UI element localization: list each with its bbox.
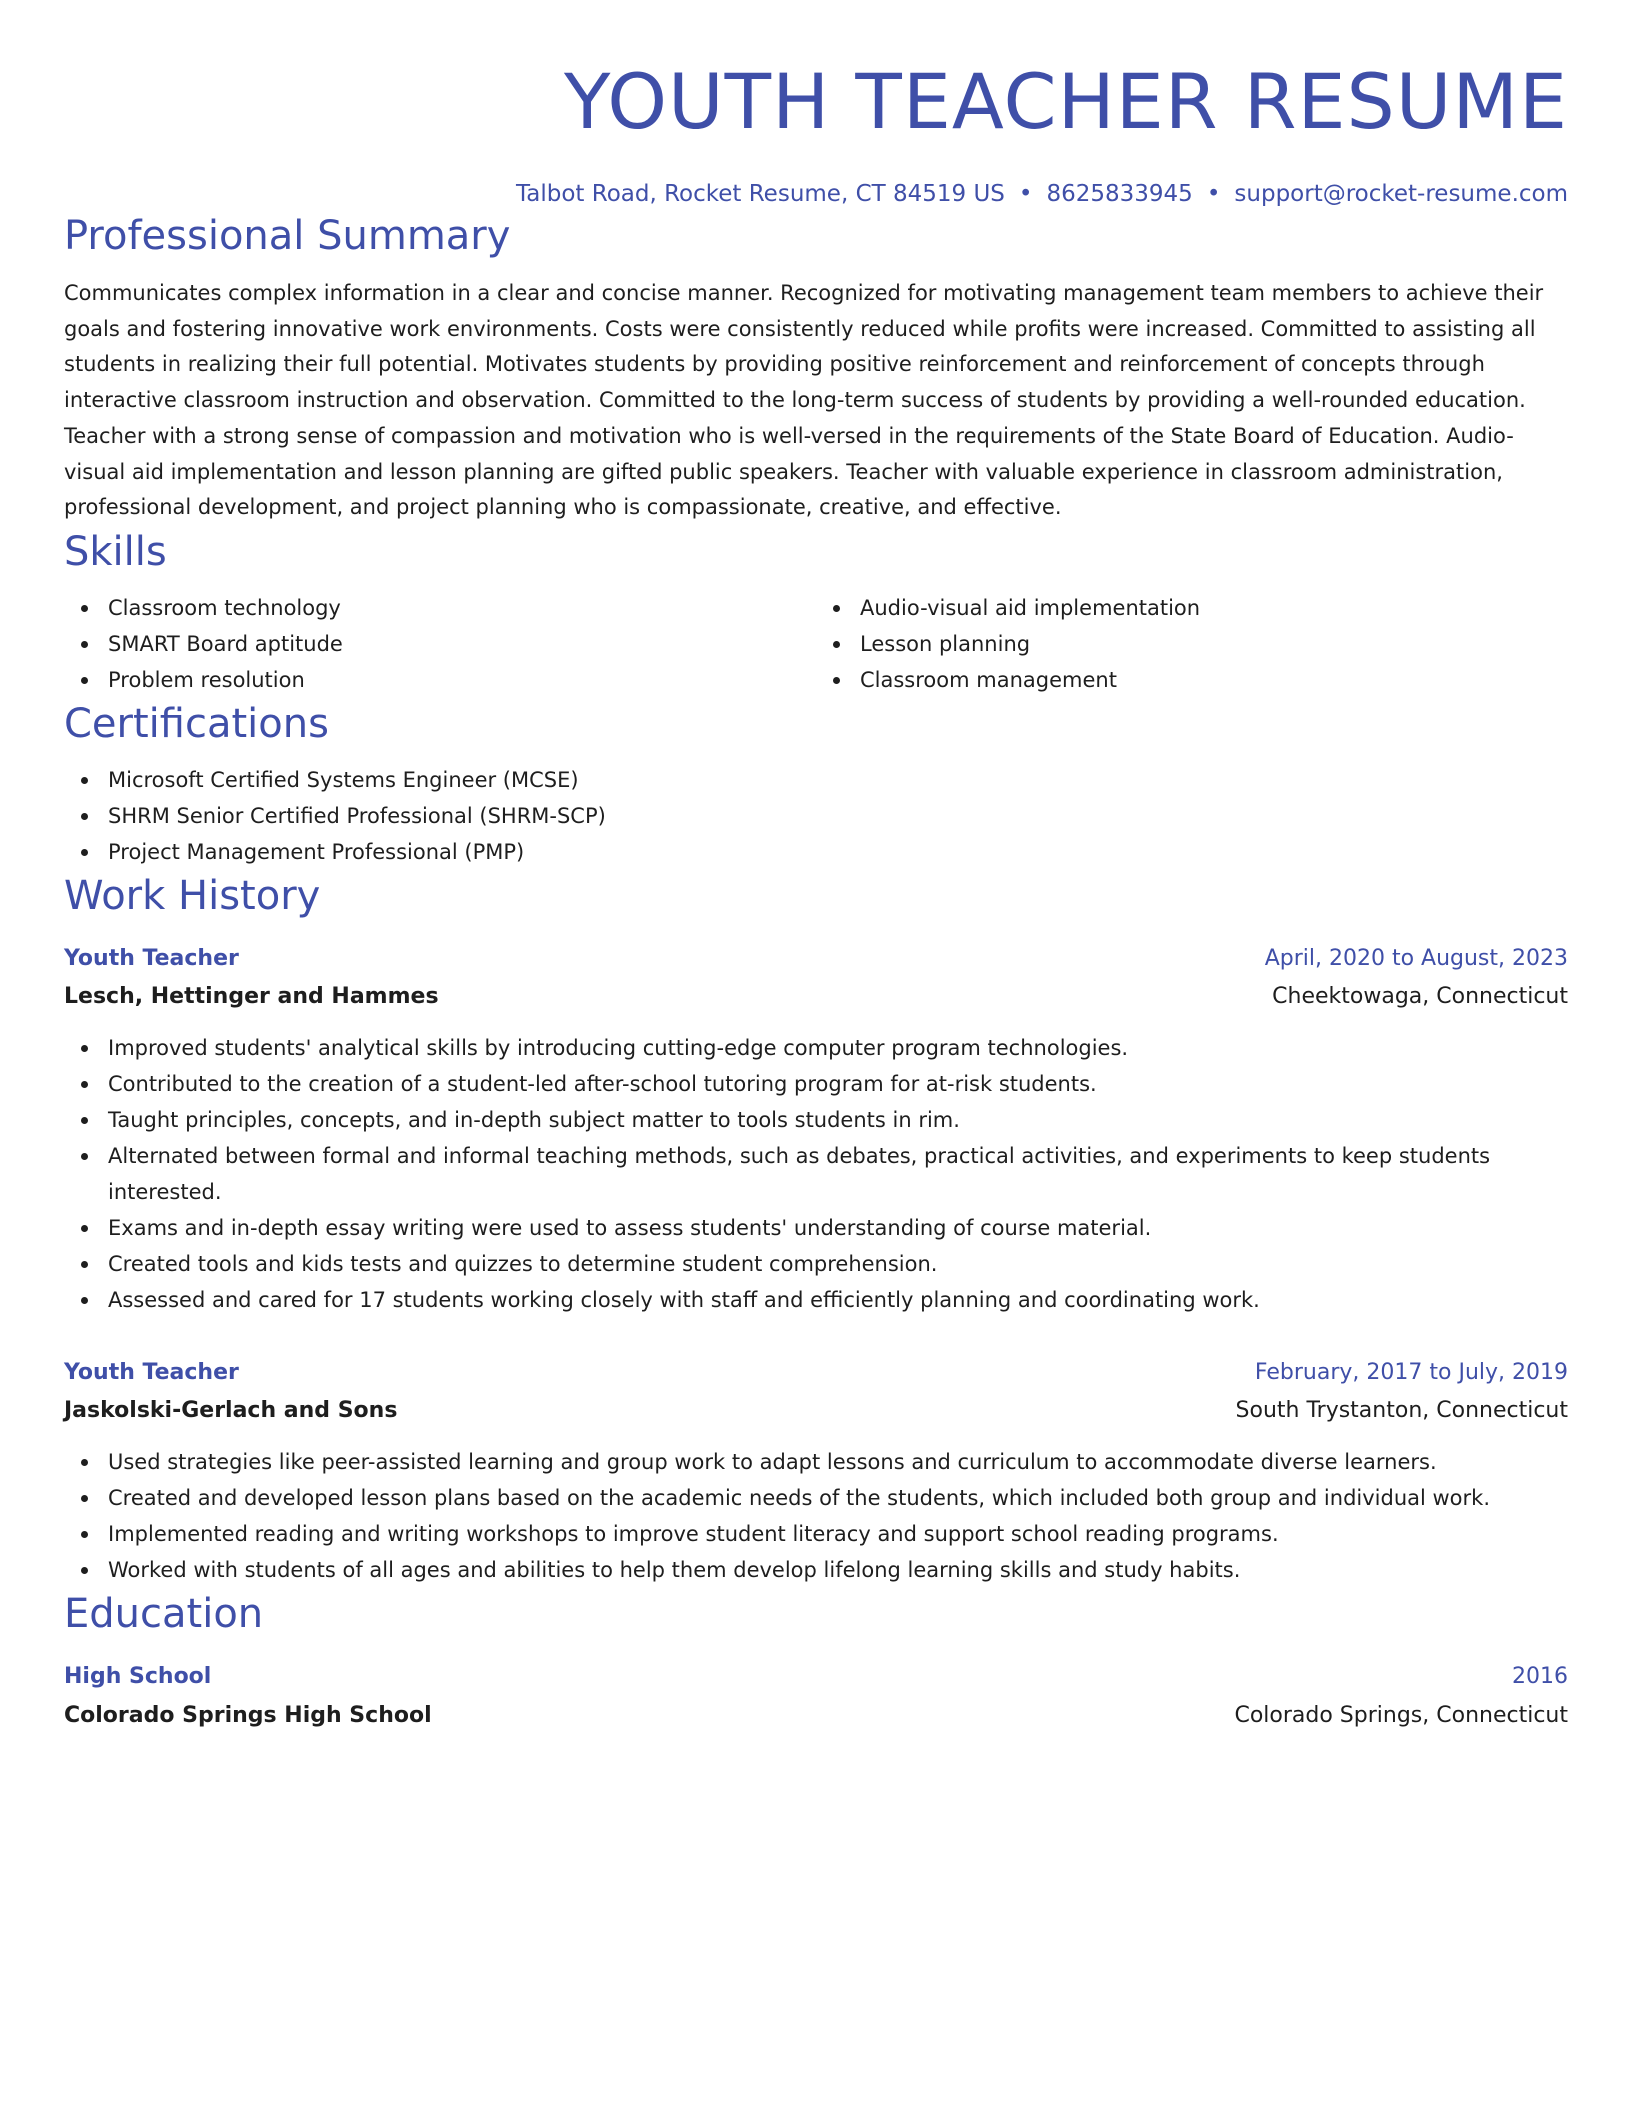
address: Talbot Road, Rocket Resume, CT 84519 US <box>516 181 1005 207</box>
certification-item: SHRM Senior Certified Professional (SHRM-SCP) <box>108 798 1568 834</box>
skill-item: Problem resolution <box>108 662 816 698</box>
education-entry <box>64 1658 1568 1735</box>
job-bullet: Worked with students of all ages and abilities to help them develop lifelong learning skills and study habits. <box>108 1552 1568 1588</box>
job-title-row <box>64 940 1568 978</box>
job-dates: February, 2017 to July, 2019 <box>1254 1359 1568 1385</box>
education-school: Colorado Springs High School <box>64 1702 432 1728</box>
education-heading: Education <box>64 1590 264 1637</box>
job-company: Lesch, Hettinger and Hammes <box>64 983 439 1009</box>
job-bullet: Assessed and cared for 17 students working closely with staff and efficiently planning and coordinating work. <box>108 1282 1568 1318</box>
job-bullet: Contributed to the creation of a student-led after-school tutoring program for at-risk students. <box>108 1066 1568 1102</box>
skill-item: Classroom technology <box>108 590 816 626</box>
summary-text: Communicates complex information in a clear and concise manner. Recognized for motivating management team members to achieve their goals and fostering innovative work environments. Costs were consistently reduced while profits were increased. Committed to assisting all students in realizing their full potential. Motivates students by providing positive reinforcement and reinforcement of concepts through interactive classroom instruction and observation. Committed to the long-term success of students by providing a well-rounded education. Teacher with a strong sense of compassion and motivation who is well-versed in the requirements of the State Board of Education. Audio-visual aid implementation and lesson planning are gifted public speakers. Teacher with valuable experience in classroom administration, professional development, and project planning who is compassionate, creative, and effective. <box>64 281 1544 520</box>
job-location: Cheektowaga, Connecticut <box>1272 983 1568 1009</box>
email-link[interactable]: support@rocket-resume.com <box>1234 181 1568 207</box>
job-bullet: Alternated between formal and informal teaching methods, such as debates, practical activities, and experiments to keep students interested. <box>108 1138 1568 1210</box>
work-history-heading: Work History <box>64 872 321 919</box>
summary-heading: Professional Summary <box>64 213 511 259</box>
job-company-row <box>64 978 1568 1016</box>
skills-heading: Skills <box>64 528 167 575</box>
job-bullets <box>64 1444 1568 1588</box>
certifications-heading: Certifications <box>64 700 329 747</box>
skills-list-left <box>64 590 816 698</box>
job-bullet: Created tools and kids tests and quizzes to determine student comprehension. <box>108 1246 1568 1282</box>
job-bullet: Implemented reading and writing workshops to improve student literacy and support school reading programs. <box>108 1516 1568 1552</box>
job-dates: April, 2020 to August, 2023 <box>1264 945 1568 971</box>
job-bullet: Exams and in-depth essay writing were used to assess students' understanding of course material. <box>108 1210 1568 1246</box>
job-role: Youth Teacher <box>64 1359 239 1385</box>
education-degree: High School <box>64 1663 212 1689</box>
skill-item: Classroom management <box>860 662 1568 698</box>
job-bullet: Improved students' analytical skills by introducing cutting-edge computer program technologies. <box>108 1030 1568 1066</box>
job-entry <box>64 1354 1568 1588</box>
job-bullet: Taught principles, concepts, and in-depth subject matter to tools students in rim. <box>108 1102 1568 1138</box>
education-location: Colorado Springs, Connecticut <box>1234 1702 1568 1728</box>
resume-title: YOUTH TEACHER RESUME <box>563 57 1568 146</box>
skill-item: Lesson planning <box>860 626 1568 662</box>
certification-item: Microsoft Certified Systems Engineer (MCSE) <box>108 762 1568 798</box>
phone: 8625833945 <box>1046 181 1193 207</box>
job-bullet: Created and developed lesson plans based on the academic needs of the students, which included both group and individual work. <box>108 1480 1568 1516</box>
job-bullets <box>64 1030 1568 1318</box>
job-bullet: Used strategies like peer-assisted learning and group work to adapt lessons and curriculum to accommodate diverse learners. <box>108 1444 1568 1480</box>
skill-item: SMART Board aptitude <box>108 626 816 662</box>
certifications-list <box>64 762 1568 870</box>
job-company: Jaskolski-Gerlach and Sons <box>64 1397 398 1423</box>
job-role: Youth Teacher <box>64 945 239 971</box>
education-degree-row <box>64 1658 1568 1696</box>
job-location: South Trystanton, Connecticut <box>1235 1397 1568 1423</box>
skills-list-right <box>816 590 1568 698</box>
job-company-row <box>64 1392 1568 1430</box>
job-title-row <box>64 1354 1568 1392</box>
contact-separator: • <box>1018 181 1033 207</box>
skill-item: Audio-visual aid implementation <box>860 590 1568 626</box>
skills-columns <box>64 590 1568 698</box>
contact-separator: • <box>1206 181 1221 207</box>
contact-line <box>64 178 1568 210</box>
education-year: 2016 <box>1512 1663 1568 1689</box>
job-entry <box>64 940 1568 1318</box>
certification-item: Project Management Professional (PMP) <box>108 834 1568 870</box>
education-school-row <box>64 1697 1568 1735</box>
